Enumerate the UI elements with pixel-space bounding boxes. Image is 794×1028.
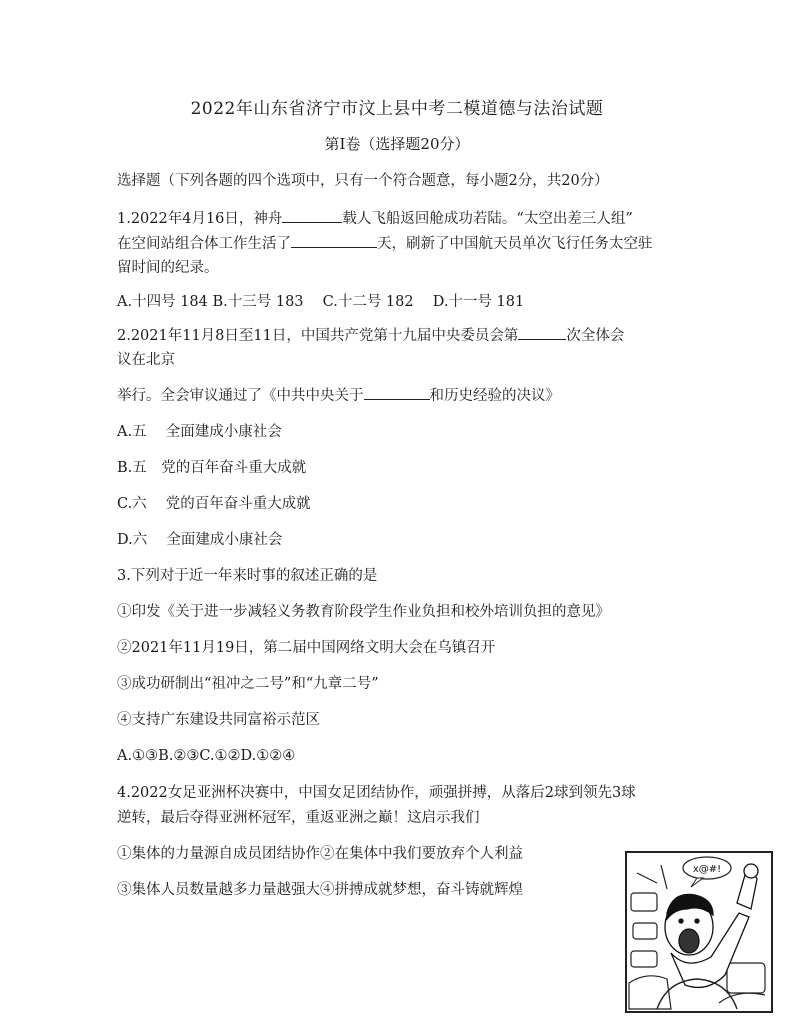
- q1-text-b: 载人飞船返回舱成功若陆。“太空出差三人组”: [342, 211, 633, 227]
- section-title: 第Ⅰ卷（选择题20分）: [324, 135, 470, 153]
- question-4-line-2: 逆转，最后夺得亚洲杯冠军，重返亚洲之巅！这启示我们: [117, 810, 480, 826]
- question-4-items-3-4: ③集体人员数量越多力量越强大④拼搏成就梦想，奋斗铸就辉煌: [117, 882, 523, 898]
- q2-text-a: 2.2021年11月8日至11日，中国共产党第十九届中央委员会第: [117, 328, 519, 344]
- answer-blank: [291, 231, 377, 248]
- q1-text-d: 天，刷新了中国航天员单次飞行任务太空驻: [377, 236, 653, 252]
- cartoon-drawing: [627, 853, 771, 1011]
- answer-blank: [518, 323, 566, 340]
- question-1-options: A.十四号 184 B.十三号 183 C.十二号 182 D.十一号 181: [117, 294, 525, 310]
- question-2-line-2: 议在北京: [117, 352, 175, 368]
- question-2-option-a: A.五 全面建成小康社会: [117, 424, 282, 440]
- question-2-option-b: B.五 党的百年奋斗重大成就: [117, 460, 307, 476]
- question-1-line-2: [117, 231, 687, 257]
- exam-title: 2022年山东省济宁市汶上县中考二模道德与法治试题: [190, 99, 604, 119]
- cartoon-illustration: [625, 851, 773, 1013]
- question-3-item-4: ④支持广东建设共同富裕示范区: [117, 712, 320, 728]
- question-4-items-1-2: ①集体的力量源自成员团结协作②在集体中我们要放弃个人利益: [117, 846, 523, 862]
- question-2-option-d: D.六 全面建成小康社会: [117, 532, 283, 548]
- instructions: 选择题（下列各题的四个选项中，只有一个符合题意，每小题2分，共20分）: [117, 173, 609, 189]
- question-3-item-1: ①印发《关于进一步减轻义务教育阶段学生作业负担和校外培训负担的意见》: [117, 604, 610, 620]
- answer-blank: [282, 206, 342, 223]
- question-2-line-1: [117, 323, 687, 349]
- question-2-line-3: [117, 383, 687, 409]
- question-3-options: A.①③B.②③C.①②D.①②④: [117, 748, 296, 764]
- speech-text: x@#!: [692, 864, 722, 875]
- question-4-line-1: 4.2022女足亚洲杯决赛中，中国女足团结协作，顽强拼搏，从落后2球到领先3球: [117, 785, 636, 801]
- q2-text-b: 次全体会: [566, 328, 625, 344]
- question-3-item-2: ②2021年11月19日，第二届中国网络文明大会在乌镇召开: [117, 640, 496, 656]
- q2-text-d: 和历史经验的决议》: [429, 388, 560, 404]
- q1-text-a: 1.2022年4月16日，神舟: [117, 211, 283, 227]
- question-1-line-3: 留时间的纪录。: [117, 260, 219, 276]
- question-3-stem: 3.下列对于近一年来时事的叙述正确的是: [117, 568, 378, 584]
- answer-blank: [364, 383, 430, 400]
- q2-text-c: 举行。全会审议通过了《中共中央关于: [117, 388, 364, 404]
- question-1-line-1: [117, 206, 687, 232]
- question-3-item-3: ③成功研制出“祖冲之二号”和“九章二号”: [117, 676, 379, 692]
- question-2-option-c: C.六 党的百年奋斗重大成就: [117, 496, 311, 512]
- q1-text-c: 在空间站组合体工作生活了: [117, 236, 291, 252]
